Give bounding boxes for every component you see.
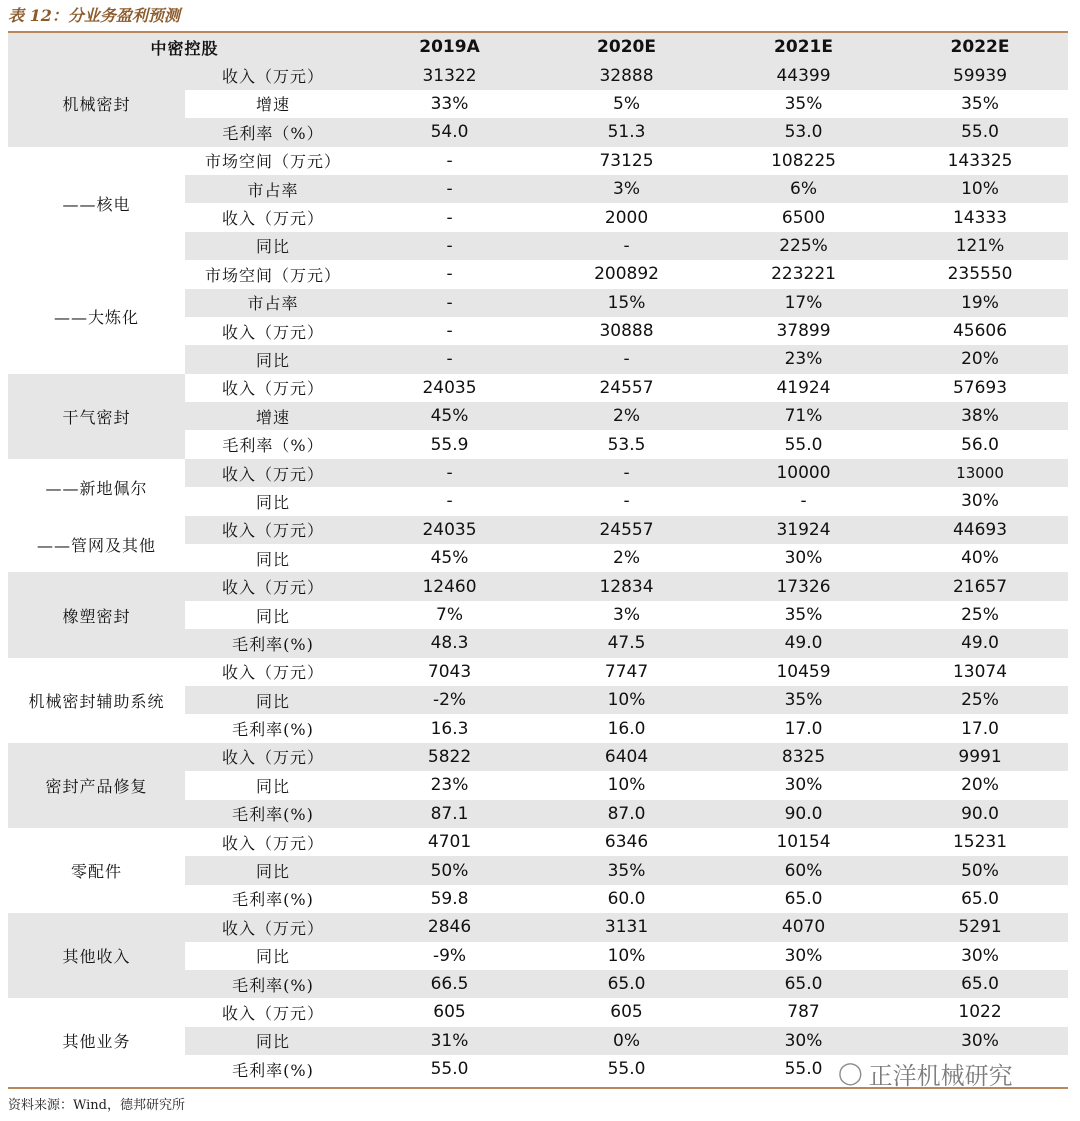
- value-cell: 14333: [952, 207, 1008, 228]
- value-cell: 223221: [771, 264, 836, 285]
- table-row: [8, 459, 1068, 487]
- value-cell: 54.0: [361, 118, 538, 146]
- value-cell: -: [361, 289, 538, 317]
- category-cell: 干气密封: [8, 374, 185, 459]
- value-cell: 13074: [952, 661, 1008, 682]
- value-cell: 55.0: [430, 1059, 469, 1080]
- value-cell: 108225: [771, 150, 836, 171]
- value-cell: 35%: [961, 93, 999, 114]
- value-cell: 53.5: [607, 434, 646, 455]
- value-cell: 2846: [361, 913, 538, 941]
- metric-label: 市场空间（万元）: [205, 152, 342, 172]
- value-cell: 1022: [958, 1002, 1002, 1023]
- value-cell: 30888: [599, 321, 654, 342]
- table-row: [8, 828, 1068, 856]
- value-cell: 12834: [538, 572, 715, 600]
- value-cell: 21657: [892, 572, 1068, 600]
- value-cell: 15231: [952, 832, 1008, 853]
- value-cell: 2%: [613, 548, 640, 569]
- value-cell: 4070: [715, 913, 892, 941]
- metric-label: 同比: [256, 606, 291, 626]
- metric-label: 收入（万元）: [185, 459, 361, 487]
- value-cell: 47.5: [538, 629, 715, 657]
- header-year: 2019A: [361, 33, 538, 61]
- value-cell: -: [446, 264, 453, 285]
- value-cell: 9991: [892, 743, 1068, 771]
- value-cell: 59939: [892, 61, 1068, 89]
- metric-label: 增速: [185, 402, 361, 430]
- metric-label: 毛利率(%): [185, 629, 361, 657]
- value-cell: 32888: [538, 61, 715, 89]
- value-cell: 10%: [607, 945, 646, 966]
- value-cell: 605: [610, 1002, 643, 1023]
- value-cell: 50%: [892, 856, 1068, 884]
- value-cell: 5291: [892, 913, 1068, 941]
- table-row: [8, 743, 1068, 771]
- value-cell: 44399: [715, 61, 892, 89]
- value-cell: -: [800, 491, 807, 512]
- table-row: [8, 658, 1068, 686]
- header-year: 2020E: [538, 33, 715, 61]
- category-cell: 零配件: [70, 862, 122, 882]
- value-cell: 5822: [361, 743, 538, 771]
- metric-label: 收入（万元）: [222, 209, 325, 229]
- metric-label: 同比: [256, 947, 291, 967]
- table-row: [8, 61, 1068, 89]
- value-cell: 35%: [784, 93, 823, 114]
- value-cell: 65.0: [961, 888, 999, 909]
- value-cell: 10459: [776, 661, 831, 682]
- value-cell: 6404: [538, 743, 715, 771]
- value-cell: 17%: [715, 289, 892, 317]
- value-cell: 7043: [427, 661, 472, 682]
- value-cell: 12460: [361, 572, 538, 600]
- metric-label: 市场空间（万元）: [205, 265, 342, 285]
- value-cell: 73125: [599, 150, 654, 171]
- category-cell: ——管网及其他: [36, 535, 156, 555]
- value-cell: -: [446, 321, 453, 342]
- value-cell: 7%: [436, 605, 463, 625]
- forecast-table: [8, 33, 1068, 1083]
- value-cell: -: [623, 491, 630, 512]
- value-cell: 200892: [594, 264, 659, 285]
- table-row: [8, 374, 1068, 402]
- value-cell: 55.9: [430, 434, 469, 455]
- value-cell: 35%: [538, 856, 715, 884]
- category-cell: 机械密封辅助系统: [28, 691, 165, 711]
- value-cell: 20%: [961, 775, 999, 796]
- value-cell: -: [538, 459, 715, 487]
- value-cell: 24557: [538, 516, 715, 544]
- category-cell: 橡塑密封: [8, 572, 185, 657]
- wechat-icon: ◯: [838, 1061, 863, 1086]
- value-cell: 25%: [961, 605, 999, 625]
- value-cell: 50%: [361, 856, 538, 884]
- value-cell: -: [538, 232, 715, 260]
- value-cell: 6346: [604, 832, 649, 853]
- category-cell: ——新地佩尔: [45, 478, 148, 498]
- value-cell: 235550: [947, 264, 1013, 285]
- value-cell: 55.0: [607, 1059, 646, 1080]
- metric-label: 增速: [256, 95, 291, 115]
- metric-label: 同比: [256, 549, 291, 569]
- metric-label: 收入（万元）: [185, 743, 361, 771]
- value-cell: 90.0: [715, 800, 892, 828]
- table-row: [8, 516, 1068, 544]
- metric-label: 收入（万元）: [185, 913, 361, 941]
- value-cell: -: [361, 345, 538, 373]
- value-cell: 24035: [422, 377, 477, 398]
- value-cell: 49.0: [715, 629, 892, 657]
- value-cell: 10154: [776, 832, 831, 853]
- metric-label: 毛利率（%）: [185, 118, 361, 146]
- value-cell: 30%: [961, 945, 999, 966]
- value-cell: 33%: [430, 93, 469, 114]
- value-cell: 45606: [952, 321, 1008, 342]
- value-cell: 13000: [892, 459, 1068, 487]
- value-cell: 20%: [892, 345, 1068, 373]
- metric-label: 收入（万元）: [185, 516, 361, 544]
- metric-label: 收入（万元）: [222, 1003, 325, 1023]
- value-cell: -: [538, 345, 715, 373]
- metric-label: 同比: [185, 856, 361, 884]
- value-cell: 59.8: [430, 888, 469, 909]
- table-row: [8, 998, 1068, 1026]
- value-cell: 60%: [715, 856, 892, 884]
- value-cell: 49.0: [892, 629, 1068, 657]
- value-cell: 35%: [715, 686, 892, 714]
- value-cell: 57693: [952, 377, 1008, 398]
- value-cell: 5%: [613, 93, 640, 114]
- value-cell: 31%: [361, 1027, 538, 1055]
- metric-label: 市占率: [185, 289, 361, 317]
- value-cell: 37899: [776, 321, 831, 342]
- value-cell: 48.3: [361, 629, 538, 657]
- value-cell: 55.0: [784, 434, 823, 455]
- value-cell: 30%: [784, 548, 823, 569]
- value-cell: 45%: [430, 548, 469, 569]
- value-cell: 605: [433, 1002, 466, 1023]
- value-cell: -9%: [432, 945, 467, 966]
- value-cell: 143325: [947, 150, 1013, 171]
- value-cell: 4701: [427, 832, 472, 853]
- value-cell: 19%: [892, 289, 1068, 317]
- value-cell: 10%: [538, 686, 715, 714]
- metric-label: 毛利率(%): [232, 890, 314, 910]
- value-cell: -: [361, 232, 538, 260]
- metric-label: 同比: [185, 232, 361, 260]
- metric-label: 同比: [185, 686, 361, 714]
- metric-label: 同比: [185, 1027, 361, 1055]
- value-cell: 40%: [961, 548, 999, 569]
- metric-label: 毛利率（%）: [222, 436, 324, 456]
- table-row: [8, 572, 1068, 600]
- value-cell: 25%: [892, 686, 1068, 714]
- metric-label: 市占率: [185, 175, 361, 203]
- value-cell: 6%: [715, 175, 892, 203]
- value-cell: 41924: [776, 377, 831, 398]
- value-cell: 10000: [715, 459, 892, 487]
- metric-label: 同比: [256, 776, 291, 796]
- value-cell: 24035: [361, 516, 538, 544]
- metric-label: 收入（万元）: [185, 61, 361, 89]
- header-year: 2022E: [892, 33, 1068, 61]
- value-cell: 65.0: [538, 970, 715, 998]
- metric-label: 同比: [185, 345, 361, 373]
- value-cell: 3%: [538, 175, 715, 203]
- value-cell: 3131: [538, 913, 715, 941]
- table-row: [8, 147, 1068, 175]
- value-cell: 787: [787, 1002, 820, 1023]
- metric-label: 收入（万元）: [185, 572, 361, 600]
- value-cell: 31924: [715, 516, 892, 544]
- table-row: [8, 260, 1068, 288]
- value-cell: 38%: [892, 402, 1068, 430]
- value-cell: 55.0: [892, 118, 1068, 146]
- source-note: 资料来源：Wind，德邦研究所: [8, 1098, 185, 1113]
- metric-label: 毛利率(%): [185, 970, 361, 998]
- value-cell: 8325: [715, 743, 892, 771]
- value-cell: 17.0: [784, 718, 823, 739]
- value-cell: 24557: [599, 377, 654, 398]
- table-title: 表 12：分业务盈利预测: [8, 6, 180, 25]
- value-cell: 87.1: [361, 800, 538, 828]
- value-cell: 35%: [784, 605, 823, 625]
- value-cell: 30%: [892, 1027, 1068, 1055]
- watermark-text: 正洋机械研究: [868, 1062, 1013, 1090]
- metric-label: 同比: [256, 492, 291, 512]
- value-cell: 3%: [613, 605, 640, 625]
- value-cell: 225%: [715, 232, 892, 260]
- value-cell: 2%: [538, 402, 715, 430]
- value-cell: 65.0: [892, 970, 1068, 998]
- value-cell: 44693: [892, 516, 1068, 544]
- header-company: 中密控股: [8, 33, 361, 61]
- value-cell: 10%: [607, 775, 646, 796]
- value-cell: 16.0: [607, 718, 646, 739]
- value-cell: 30%: [715, 1027, 892, 1055]
- value-cell: 53.0: [715, 118, 892, 146]
- value-cell: 30%: [961, 491, 999, 512]
- value-cell: -: [446, 491, 453, 512]
- value-cell: 30%: [784, 775, 823, 796]
- value-cell: 10%: [892, 175, 1068, 203]
- value-cell: 87.0: [538, 800, 715, 828]
- value-cell: 121%: [892, 232, 1068, 260]
- table-body: [8, 61, 1068, 1083]
- category-cell: 密封产品修复: [8, 743, 185, 828]
- value-cell: 65.0: [715, 970, 892, 998]
- value-cell: 23%: [430, 775, 469, 796]
- value-cell: 66.5: [361, 970, 538, 998]
- value-cell: 56.0: [961, 434, 999, 455]
- metric-label: 收入（万元）: [222, 379, 325, 399]
- table-row: [8, 913, 1068, 941]
- value-cell: 71%: [715, 402, 892, 430]
- metric-label: 毛利率(%): [185, 800, 361, 828]
- value-cell: 0%: [538, 1027, 715, 1055]
- value-cell: 45%: [361, 402, 538, 430]
- value-cell: -: [361, 459, 538, 487]
- value-cell: -: [361, 175, 538, 203]
- metric-label: 毛利率(%): [232, 720, 314, 740]
- value-cell: 31322: [361, 61, 538, 89]
- metric-label: 收入（万元）: [222, 833, 325, 853]
- header-year: 2021E: [715, 33, 892, 61]
- header-row: [8, 33, 1068, 61]
- value-cell: 15%: [538, 289, 715, 317]
- value-cell: 17.0: [961, 718, 999, 739]
- category-cell: ——核电: [62, 194, 131, 214]
- category-cell: 其他收入: [8, 913, 185, 998]
- category-cell: 其他业务: [62, 1032, 131, 1052]
- value-cell: 2000: [604, 207, 649, 228]
- value-cell: -: [446, 207, 453, 228]
- value-cell: -2%: [361, 686, 538, 714]
- category-cell: 机械密封: [8, 61, 185, 146]
- value-cell: 30%: [784, 945, 823, 966]
- value-cell: 60.0: [607, 888, 646, 909]
- value-cell: 65.0: [784, 888, 823, 909]
- value-cell: 90.0: [892, 800, 1068, 828]
- value-cell: 55.0: [784, 1059, 823, 1080]
- value-cell: 23%: [715, 345, 892, 373]
- value-cell: 16.3: [430, 718, 469, 739]
- value-cell: -: [446, 150, 453, 171]
- metric-label: 收入（万元）: [222, 322, 325, 342]
- category-cell: ——大炼化: [53, 308, 139, 328]
- watermark: [838, 1056, 1013, 1091]
- value-cell: 7747: [604, 661, 649, 682]
- metric-label: 毛利率(%): [232, 1060, 314, 1080]
- value-cell: 51.3: [538, 118, 715, 146]
- value-cell: 6500: [781, 207, 826, 228]
- metric-label: 收入（万元）: [222, 663, 325, 683]
- value-cell: 17326: [715, 572, 892, 600]
